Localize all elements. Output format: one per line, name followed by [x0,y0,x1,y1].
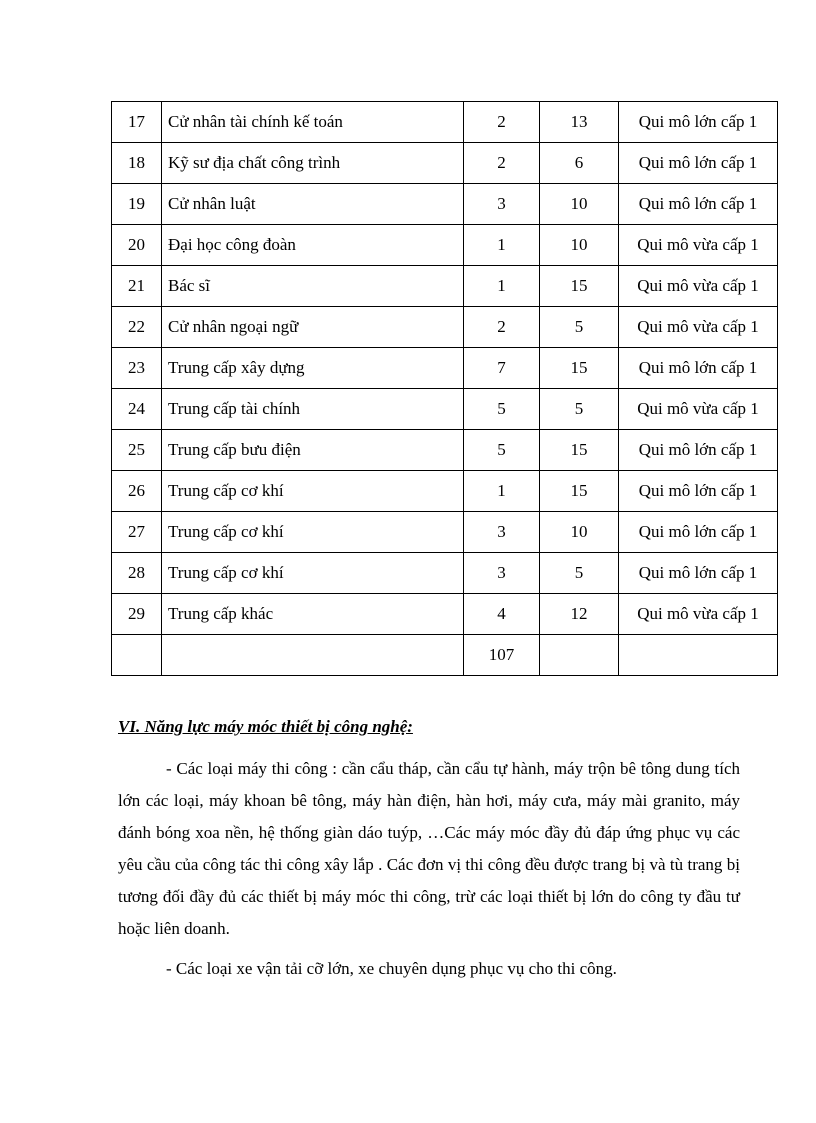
project-scale: Qui mô lớn cấp 1 [619,430,778,471]
qualification: Trung cấp xây dựng [162,348,464,389]
qualification: Trung cấp khác [162,594,464,635]
row-number: 27 [112,512,162,553]
project-scale: Qui mô lớn cấp 1 [619,102,778,143]
years-experience: 15 [540,348,619,389]
paragraph-equipment [118,753,740,945]
quantity: 3 [464,512,540,553]
total-label [162,635,464,676]
years-experience: 10 [540,225,619,266]
staff-table [111,101,778,676]
table-row [112,512,778,553]
project-scale: Qui mô lớn cấp 1 [619,471,778,512]
years-experience: 15 [540,430,619,471]
paragraph-equipment-text: - Các loại máy thi công : cần cẩu tháp, cần cẩu tự hành, máy trộn bê tông dung tích lớn các loại, máy khoan bê tông, máy hàn điện, hàn hơi, máy cưa, máy mài granito, máy đánh bóng xoa nền, hệ thống giàn dáo tuýp, …Các máy móc đầy đủ đáp ứng phục vụ các yêu cầu của công tác thi công xây lắp . Các đơn vị thi công đều được trang bị và tù trang bị tương đối đầy đủ các thiết bị máy móc thi công, trừ các loại thiết bị lớn do công ty đầu tư hoặc liên doanh. [118,759,740,938]
years-experience: 12 [540,594,619,635]
project-scale: Qui mô lớn cấp 1 [619,512,778,553]
staff-table-body [112,102,778,676]
qualification: Cử nhân luật [162,184,464,225]
project-scale: Qui mô vừa cấp 1 [619,594,778,635]
total-scale [619,635,778,676]
years-experience: 5 [540,553,619,594]
years-experience: 15 [540,471,619,512]
table-row [112,471,778,512]
project-scale: Qui mô vừa cấp 1 [619,389,778,430]
row-number: 19 [112,184,162,225]
qualification: Trung cấp cơ khí [162,553,464,594]
qualification: Trung cấp bưu điện [162,430,464,471]
row-number: 26 [112,471,162,512]
table-row [112,307,778,348]
qualification: Kỹ sư địa chất công trình [162,143,464,184]
table-row [112,143,778,184]
row-number: 24 [112,389,162,430]
quantity: 4 [464,594,540,635]
qualification: Cử nhân ngoại ngữ [162,307,464,348]
project-scale: Qui mô lớn cấp 1 [619,143,778,184]
row-number: 17 [112,102,162,143]
quantity: 7 [464,348,540,389]
project-scale: Qui mô vừa cấp 1 [619,225,778,266]
table-total-row [112,635,778,676]
project-scale: Qui mô vừa cấp 1 [619,266,778,307]
total-quantity: 107 [464,635,540,676]
table-row [112,553,778,594]
row-number: 20 [112,225,162,266]
quantity: 1 [464,471,540,512]
quantity: 2 [464,143,540,184]
table-row [112,225,778,266]
row-number: 23 [112,348,162,389]
years-experience: 10 [540,512,619,553]
project-scale: Qui mô lớn cấp 1 [619,184,778,225]
total-row-number [112,635,162,676]
years-experience: 5 [540,307,619,348]
quantity: 3 [464,184,540,225]
years-experience: 10 [540,184,619,225]
quantity: 2 [464,307,540,348]
quantity: 2 [464,102,540,143]
row-number: 29 [112,594,162,635]
qualification: Trung cấp cơ khí [162,471,464,512]
row-number: 21 [112,266,162,307]
project-scale: Qui mô lớn cấp 1 [619,553,778,594]
qualification: Đại học công đoàn [162,225,464,266]
project-scale: Qui mô lớn cấp 1 [619,348,778,389]
qualification: Cử nhân tài chính kế toán [162,102,464,143]
paragraph-vehicles [118,953,740,985]
row-number: 25 [112,430,162,471]
table-row [112,594,778,635]
table-row [112,266,778,307]
qualification: Trung cấp cơ khí [162,512,464,553]
table-row [112,389,778,430]
row-number: 28 [112,553,162,594]
project-scale: Qui mô vừa cấp 1 [619,307,778,348]
quantity: 3 [464,553,540,594]
section-heading: VI. Năng lực máy móc thiết bị công nghệ: [118,717,413,736]
years-experience: 15 [540,266,619,307]
qualification: Bác sĩ [162,266,464,307]
table-row [112,348,778,389]
table-row [112,184,778,225]
quantity: 1 [464,266,540,307]
table-row [112,102,778,143]
quantity: 1 [464,225,540,266]
years-experience: 6 [540,143,619,184]
qualification: Trung cấp tài chính [162,389,464,430]
row-number: 18 [112,143,162,184]
row-number: 22 [112,307,162,348]
quantity: 5 [464,430,540,471]
years-experience: 5 [540,389,619,430]
table-row [112,430,778,471]
quantity: 5 [464,389,540,430]
total-years [540,635,619,676]
paragraph-vehicles-text: - Các loại xe vận tải cỡ lớn, xe chuyên dụng phục vụ cho thi công. [166,959,617,978]
years-experience: 13 [540,102,619,143]
